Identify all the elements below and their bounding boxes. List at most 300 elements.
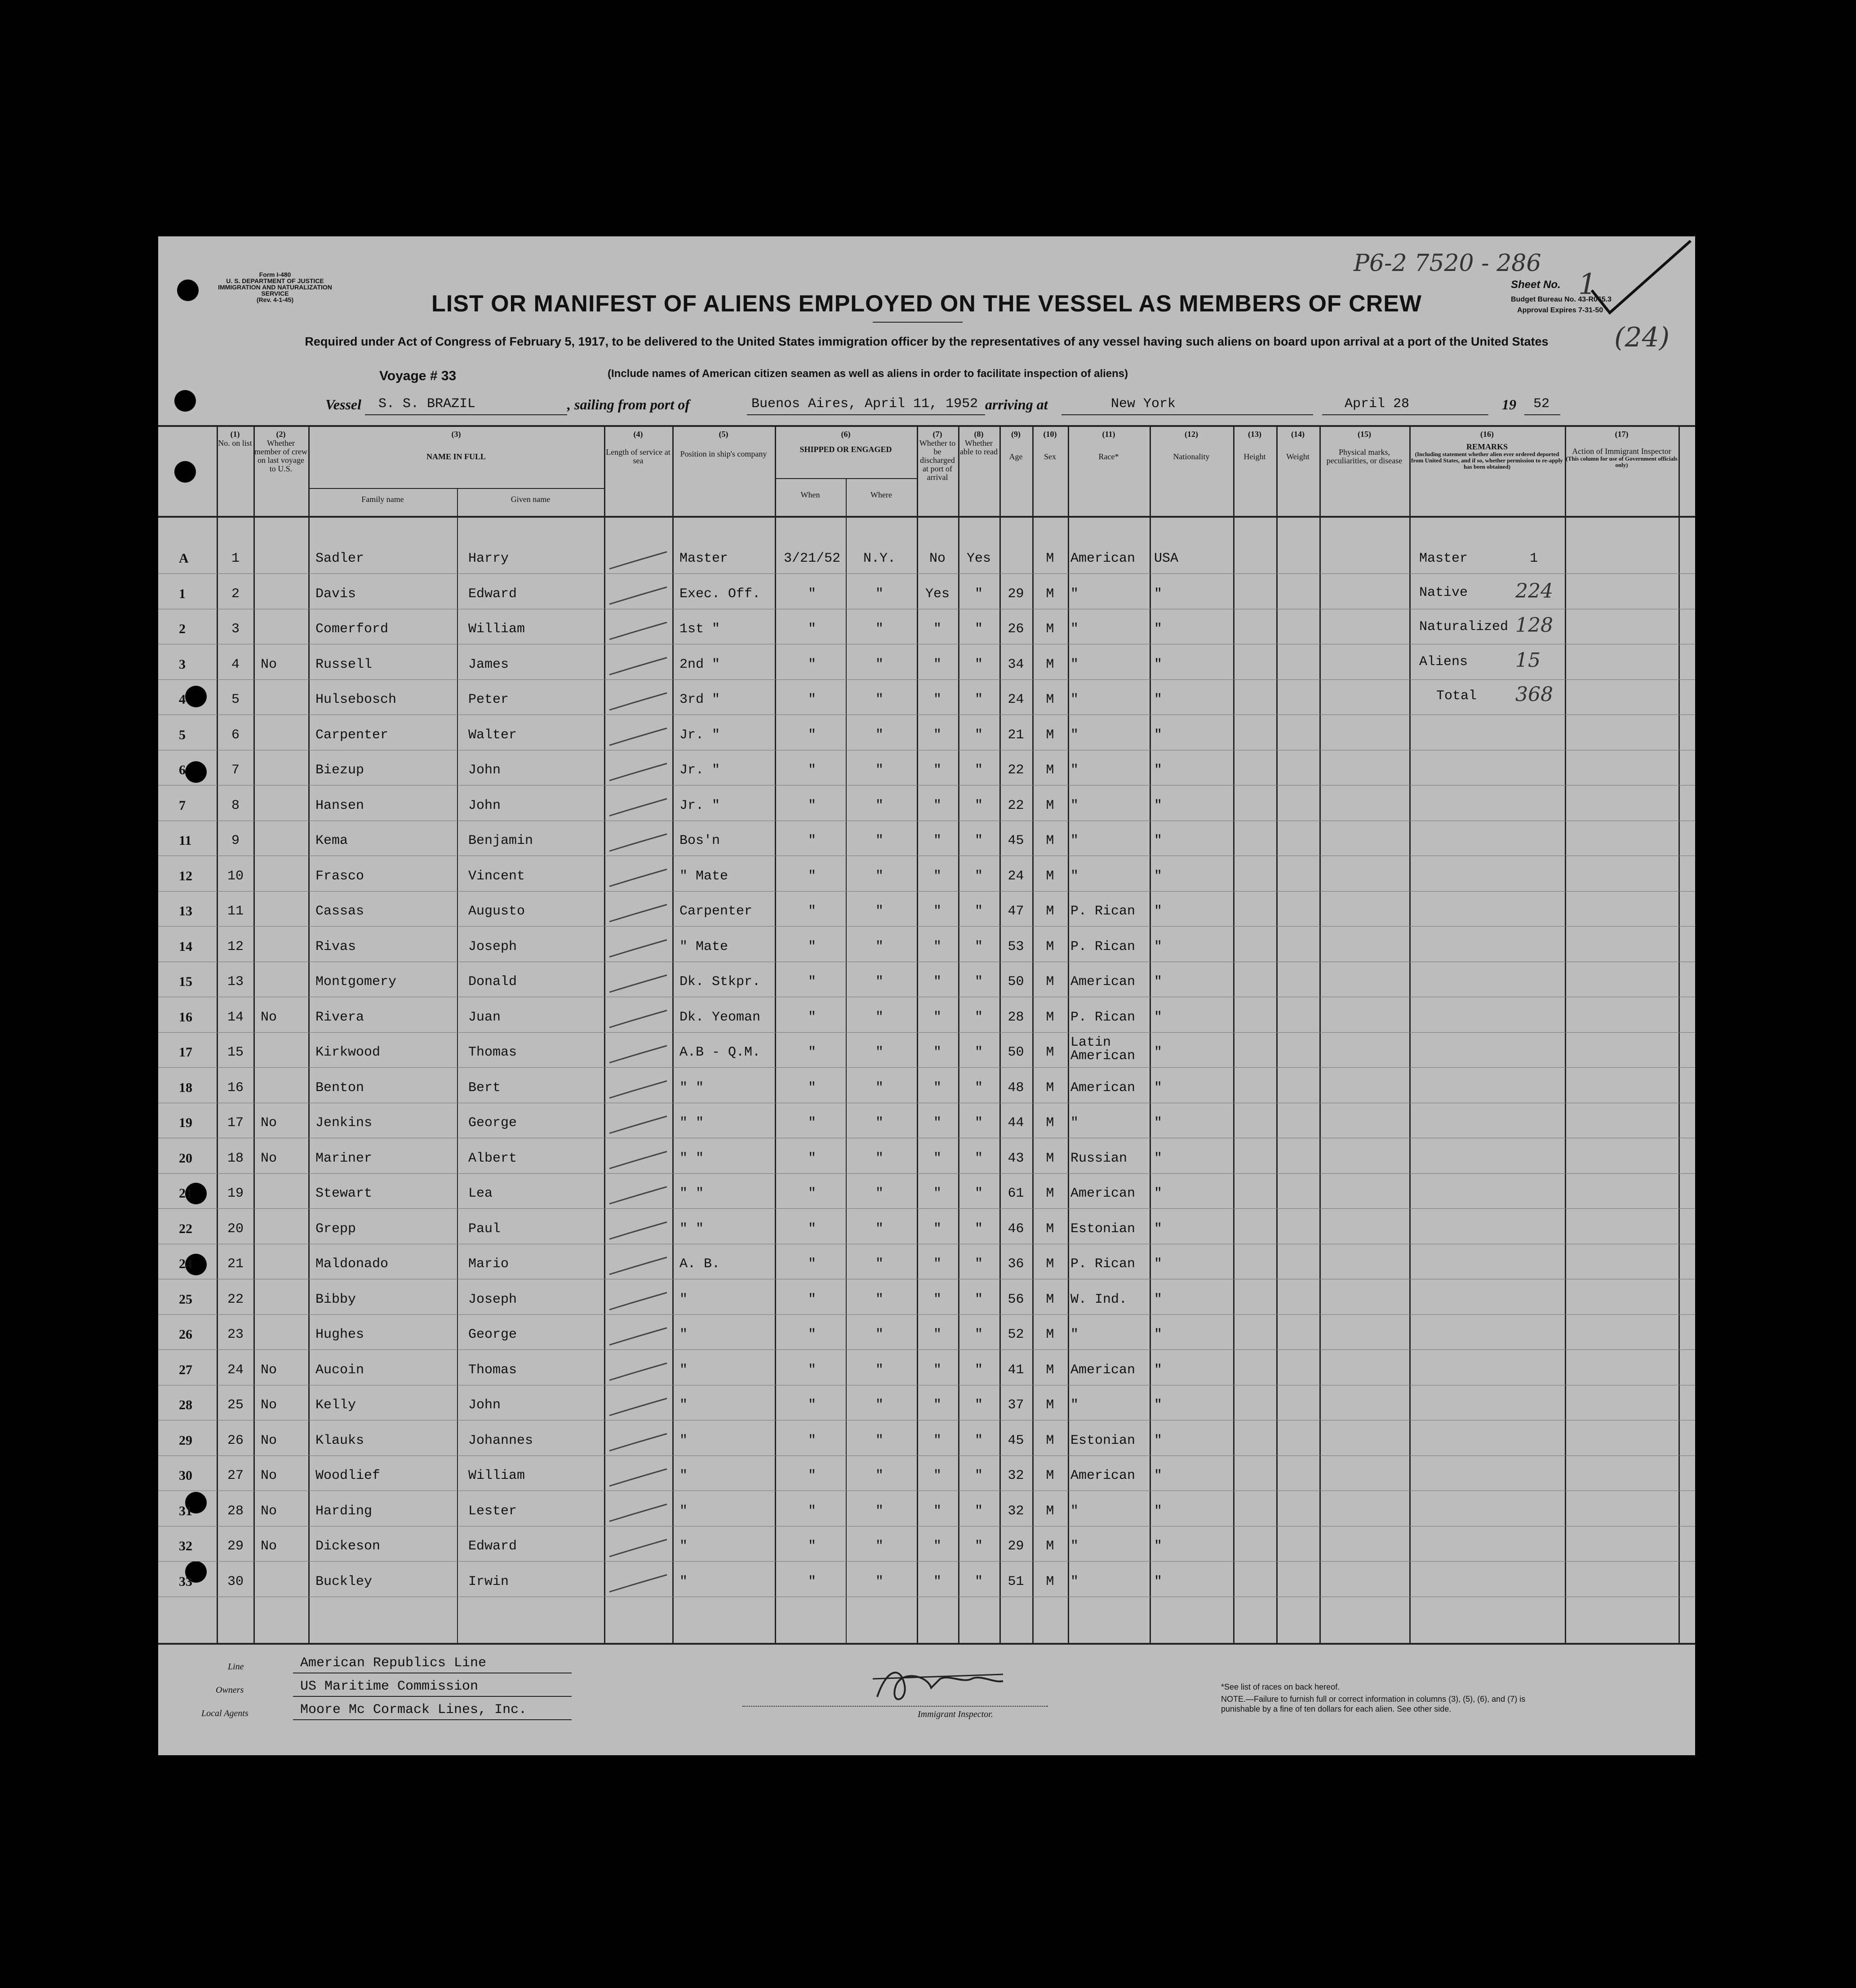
arriving-at: New York: [1111, 396, 1176, 412]
list-number: 1: [231, 551, 240, 566]
col-1-header: (1) No. on list: [218, 430, 252, 448]
shipped-where: ": [875, 1291, 884, 1307]
list-number: 21: [227, 1256, 244, 1272]
row-mark: 27: [179, 1362, 192, 1377]
position: Jr. ": [679, 727, 720, 743]
age: 32: [1008, 1468, 1024, 1483]
given-name: Bert: [468, 1080, 501, 1096]
owners-value: US Maritime Commission: [300, 1679, 479, 1694]
nationality: ": [1154, 1186, 1163, 1201]
sex: M: [1046, 904, 1054, 919]
race: ": [1070, 692, 1079, 707]
race: P. Rican: [1070, 1256, 1136, 1272]
race: ": [1070, 1539, 1079, 1554]
race: Russian: [1070, 1150, 1128, 1166]
year-prefix: 19: [1502, 396, 1516, 413]
discharged: ": [933, 1398, 941, 1413]
position: A.B - Q.M.: [679, 1045, 761, 1060]
sex: M: [1046, 1362, 1054, 1378]
race: P. Rican: [1070, 904, 1136, 919]
nationality: ": [1154, 1503, 1163, 1519]
family-name: Biezup: [315, 763, 364, 778]
race: Latin American: [1070, 1035, 1136, 1064]
list-number: 6: [231, 727, 240, 743]
sex: M: [1046, 939, 1054, 954]
line-value: American Republics Line: [300, 1655, 487, 1671]
age: 21: [1008, 727, 1024, 743]
able-to-read: ": [974, 1362, 983, 1378]
age: 22: [1008, 763, 1024, 778]
race: W. Ind.: [1070, 1291, 1128, 1307]
able-to-read: ": [974, 692, 983, 707]
age: 46: [1008, 1221, 1024, 1237]
service-stroke: [609, 1257, 667, 1274]
family-name: Buckley: [315, 1574, 373, 1589]
col-14-header: (14) Weight: [1286, 430, 1310, 461]
list-number: 23: [227, 1327, 244, 1342]
service-stroke: [609, 1328, 667, 1345]
family-name: Montgomery: [315, 974, 397, 990]
able-to-read: ": [974, 1574, 983, 1589]
shipped-when: ": [808, 868, 816, 884]
age: 61: [1008, 1186, 1024, 1201]
given-name: Edward: [468, 586, 517, 602]
row-mark: 21: [179, 1186, 192, 1201]
shipped-when: ": [808, 1362, 816, 1378]
nationality: ": [1154, 1398, 1163, 1413]
given-name: Thomas: [468, 1362, 517, 1378]
able-to-read: ": [974, 1186, 983, 1201]
row-mark: 30: [179, 1468, 192, 1483]
service-stroke: [609, 1504, 667, 1522]
shipped-when: ": [808, 586, 816, 602]
position: " ": [679, 1186, 704, 1201]
race: ": [1070, 1327, 1079, 1342]
family-name: Rivera: [315, 1009, 364, 1025]
able-to-read: ": [974, 1327, 983, 1342]
age: 47: [1008, 904, 1024, 919]
given-name-header: Given name: [511, 495, 551, 504]
nationality: ": [1154, 1291, 1163, 1307]
col-2-header: (2) Whether member of crew on last voyage to U.S.: [254, 430, 307, 473]
shipped-where: ": [875, 692, 884, 707]
race: American: [1070, 1468, 1136, 1483]
given-name: Joseph: [468, 939, 517, 954]
shipped-where: ": [875, 1503, 884, 1519]
sex: M: [1046, 1115, 1054, 1131]
remarks-summary-label: Total: [1436, 688, 1477, 704]
service-stroke: [609, 1081, 667, 1098]
row-mark: 33: [179, 1574, 192, 1589]
shipped-where: ": [875, 727, 884, 743]
position: " ": [679, 1080, 704, 1096]
list-number: 15: [227, 1045, 244, 1060]
race: ": [1070, 1503, 1079, 1519]
sheet-label: Sheet No.: [1511, 279, 1561, 291]
given-name: Paul: [468, 1221, 501, 1237]
family-name-header: Family name: [361, 495, 404, 504]
family-name: Carpenter: [315, 727, 389, 743]
able-to-read: ": [974, 798, 983, 813]
given-name: Benjamin: [468, 833, 533, 848]
age: 36: [1008, 1256, 1024, 1272]
row-mark: 11: [179, 833, 192, 848]
service-length-strokes: [604, 516, 672, 1643]
list-number: 19: [227, 1186, 244, 1201]
col-7-header: (7) Whether to be discharged at port of arrival: [919, 430, 956, 482]
shipped-when: ": [808, 727, 816, 743]
shipped-when: ": [808, 833, 816, 848]
shipped-where: ": [875, 1115, 884, 1131]
shipped-where: ": [875, 1398, 884, 1413]
col-17-header: (17) Action of Immigrant Inspector (This column for use of Government officials only): [1566, 430, 1678, 468]
arrival-date: April 28: [1345, 396, 1410, 412]
able-to-read: ": [974, 657, 983, 672]
last-voyage: No: [261, 1503, 277, 1519]
service-stroke: [609, 1434, 667, 1451]
age: 50: [1008, 974, 1024, 990]
shipped-where: ": [875, 1433, 884, 1448]
col-8-header: (8) Whether able to read: [960, 430, 998, 456]
shipped-when: ": [808, 1503, 816, 1519]
position: A. B.: [679, 1256, 720, 1272]
col-6-header: (6) SHIPPED OR ENGAGED: [799, 430, 892, 454]
age: 45: [1008, 833, 1024, 848]
age: 26: [1008, 621, 1024, 637]
list-number: 5: [231, 692, 240, 707]
position: ": [679, 1503, 688, 1519]
row-mark: 17: [179, 1045, 192, 1060]
family-name: Frasco: [315, 868, 364, 884]
age: 44: [1008, 1115, 1024, 1131]
nationality: ": [1154, 657, 1163, 672]
shipped-where: ": [875, 1009, 884, 1025]
sex: M: [1046, 1468, 1054, 1483]
family-name: Russell: [315, 657, 373, 672]
age: 43: [1008, 1150, 1024, 1166]
shipped-where: ": [875, 1186, 884, 1201]
form-title: LIST OR MANIFEST OF ALIENS EMPLOYED ON THE VESSEL AS MEMBERS OF CREW: [431, 291, 1422, 317]
family-name: Aucoin: [315, 1362, 364, 1378]
given-name: William: [468, 1468, 525, 1483]
discharged: ": [933, 657, 941, 672]
age: 24: [1008, 692, 1024, 707]
nationality: ": [1154, 1045, 1163, 1060]
family-name: Jenkins: [315, 1115, 373, 1131]
able-to-read: ": [974, 974, 983, 990]
shipped-when: ": [808, 1256, 816, 1272]
shipped-where: ": [875, 586, 884, 602]
shipped-where: ": [875, 939, 884, 954]
row-mark: 7: [179, 798, 186, 813]
able-to-read: ": [974, 904, 983, 919]
list-number: 4: [231, 657, 240, 672]
service-stroke: [609, 1363, 667, 1380]
shipped-when: ": [808, 1115, 816, 1131]
punch-hole: [185, 686, 207, 707]
shipped-where: ": [875, 1150, 884, 1166]
race: American: [1070, 974, 1136, 990]
sex: M: [1046, 551, 1054, 566]
able-to-read: ": [974, 1115, 983, 1131]
last-voyage: No: [261, 1433, 277, 1448]
sex: M: [1046, 1503, 1054, 1519]
shipped-when: ": [808, 1468, 816, 1483]
able-to-read: ": [974, 1468, 983, 1483]
service-stroke: [609, 1152, 667, 1169]
list-number: 26: [227, 1433, 244, 1448]
position: Jr. ": [679, 798, 720, 813]
service-stroke: [609, 940, 667, 957]
shipped-where: ": [875, 763, 884, 778]
list-number: 27: [227, 1468, 244, 1483]
position: Dk. Stkpr.: [679, 974, 761, 990]
discharged: ": [933, 1327, 941, 1342]
position: Exec. Off.: [679, 586, 761, 602]
sex: M: [1046, 798, 1054, 813]
penalty-note: NOTE.—Failure to furnish full or correct information in columns (3), (5), (6), and (7) is punishable by a fine of ten dollars for each alien. See other side.: [1221, 1695, 1526, 1713]
nationality: ": [1154, 1150, 1163, 1166]
family-name: Kirkwood: [315, 1045, 381, 1060]
family-name: Klauks: [315, 1433, 364, 1448]
race: ": [1070, 868, 1079, 884]
age: 48: [1008, 1080, 1024, 1096]
last-voyage: No: [261, 1150, 277, 1166]
sex: M: [1046, 1291, 1054, 1307]
col-9-header: (9) Age: [1009, 430, 1023, 461]
discharged: ": [933, 1539, 941, 1554]
nationality: ": [1154, 1009, 1163, 1025]
able-to-read: ": [974, 1291, 983, 1307]
given-name: Mario: [468, 1256, 509, 1272]
row-mark: 28: [179, 1398, 192, 1412]
shipped-where: ": [875, 833, 884, 848]
nationality: ": [1154, 621, 1163, 637]
sheet-number: 1: [1578, 268, 1597, 301]
discharged: ": [933, 1503, 941, 1519]
list-number: 13: [227, 974, 244, 990]
race: ": [1070, 586, 1079, 602]
given-name: Albert: [468, 1150, 517, 1166]
family-name: Stewart: [315, 1186, 373, 1201]
shipped-when: ": [808, 692, 816, 707]
shipped-when: ": [808, 1398, 816, 1413]
sex: M: [1046, 833, 1054, 848]
position: " ": [679, 1150, 704, 1166]
sex: M: [1046, 1150, 1054, 1166]
row-mark: 14: [179, 939, 192, 954]
punch-hole: [174, 461, 196, 483]
race: ": [1070, 727, 1079, 743]
list-number: 16: [227, 1080, 244, 1096]
remarks-summary-value: 1: [1530, 551, 1538, 566]
row-mark: 20: [179, 1150, 192, 1166]
service-stroke: [609, 1540, 667, 1557]
age: 45: [1008, 1433, 1024, 1448]
nationality: ": [1154, 586, 1163, 602]
nationality: ": [1154, 1256, 1163, 1272]
discharged: ": [933, 1256, 941, 1272]
able-to-read: ": [974, 1256, 983, 1272]
voyage-number: Voyage # 33: [379, 368, 457, 383]
sex: M: [1046, 1433, 1054, 1448]
last-voyage: No: [261, 1115, 277, 1131]
given-name: Donald: [468, 974, 517, 990]
discharged: ": [933, 904, 941, 919]
service-stroke: [609, 552, 667, 569]
col-5-header: (5) Position in ship's company: [680, 430, 767, 458]
sex: M: [1046, 974, 1054, 990]
position: Bos'n: [679, 833, 720, 848]
family-name: Benton: [315, 1080, 364, 1096]
row-mark: 19: [179, 1115, 192, 1130]
given-name: Lea: [468, 1186, 493, 1201]
position: " Mate: [679, 939, 728, 954]
include-note: (Include names of American citizen seamen as well as aliens in order to facilitate inspection of aliens): [608, 368, 1128, 380]
service-stroke: [609, 1116, 667, 1133]
row-mark: 6: [179, 763, 186, 777]
nationality: ": [1154, 1327, 1163, 1342]
discharged: ": [933, 1115, 941, 1131]
able-to-read: ": [974, 586, 983, 602]
given-name: John: [468, 798, 501, 813]
nationality: ": [1154, 1433, 1163, 1448]
discharged: ": [933, 1186, 941, 1201]
shipped-where: ": [875, 1327, 884, 1342]
shipped-where: ": [875, 974, 884, 990]
shipped-when: ": [808, 1221, 816, 1237]
shipped-where: ": [875, 1045, 884, 1060]
row-mark: 4: [179, 692, 186, 707]
service-stroke: [609, 587, 667, 604]
required-text: Required under Act of Congress of February 5, 1917, to be delivered to the United States immigration officer by the representatives of any vessel having such aliens on board upon arrival at a port of the United States: [305, 335, 1549, 348]
owners-label: Owners: [216, 1685, 244, 1695]
shipped-where: ": [875, 868, 884, 884]
nationality: ": [1154, 727, 1163, 743]
family-name: Grepp: [315, 1221, 356, 1237]
age: 56: [1008, 1291, 1024, 1307]
shipped-where: ": [875, 621, 884, 637]
remarks-summary-value: 128: [1515, 614, 1553, 637]
list-number: 25: [227, 1398, 244, 1413]
given-name: William: [468, 621, 525, 637]
col-16-header: (16) REMARKS (Including statement whether alien ever ordered deported from United States, and if so, whether permission to re-apply has been obtained): [1411, 430, 1563, 470]
able-to-read: ": [974, 727, 983, 743]
position: ": [679, 1468, 688, 1483]
last-voyage: No: [261, 1398, 277, 1413]
where-header: Where: [870, 490, 892, 499]
able-to-read: Yes: [966, 551, 991, 566]
race: American: [1070, 1080, 1136, 1096]
family-name: Davis: [315, 586, 356, 602]
col-4-header: (4) Length of service at sea: [606, 430, 670, 465]
last-voyage: No: [261, 1362, 277, 1378]
nationality: ": [1154, 1115, 1163, 1131]
shipped-when: ": [808, 1150, 816, 1166]
form-tag: Form I-480 U. S. DEPARTMENT OF JUSTICE IMMIGRATION AND NATURALIZATION SERVICE (Rev. 4-1-45): [218, 271, 332, 303]
list-number: 17: [227, 1115, 244, 1131]
list-number: 30: [227, 1574, 244, 1589]
col-3-header: (3) NAME IN FULL: [426, 430, 486, 461]
discharged: ": [933, 763, 941, 778]
shipped-when: ": [808, 904, 816, 919]
position: ": [679, 1327, 688, 1342]
position: 1st ": [679, 621, 720, 637]
discharged: ": [933, 974, 941, 990]
sex: M: [1046, 1539, 1054, 1554]
age: 50: [1008, 1045, 1024, 1060]
family-name: Kema: [315, 833, 348, 848]
able-to-read: ": [974, 1009, 983, 1025]
race: ": [1070, 798, 1079, 813]
remarks-summary-label: Naturalized: [1419, 619, 1509, 635]
family-name: Mariner: [315, 1150, 373, 1166]
given-name: Juan: [468, 1009, 501, 1025]
shipped-when: ": [808, 1433, 816, 1448]
position: Jr. ": [679, 763, 720, 778]
discharged: No: [929, 551, 946, 566]
given-name: Irwin: [468, 1574, 509, 1589]
position: " ": [679, 1115, 704, 1131]
shipped-when: ": [808, 974, 816, 990]
last-voyage: No: [261, 657, 277, 672]
shipped-where: ": [875, 1221, 884, 1237]
discharged: ": [933, 1433, 941, 1448]
sex: M: [1046, 621, 1054, 637]
handwritten-reference: P6-2 7520 - 286: [1354, 250, 1541, 277]
col-12-header: (12) Nationality: [1173, 430, 1210, 461]
race: ": [1070, 1115, 1079, 1131]
discharged: ": [933, 1291, 941, 1307]
given-name: Johannes: [468, 1433, 533, 1448]
age: 34: [1008, 657, 1024, 672]
row-mark: 32: [179, 1539, 192, 1553]
age: 53: [1008, 939, 1024, 954]
service-stroke: [609, 975, 667, 992]
list-number: 9: [231, 833, 240, 848]
arriving-label: arriving at: [985, 396, 1048, 413]
shipped-when: ": [808, 1291, 816, 1307]
able-to-read: ": [974, 1080, 983, 1096]
family-name: Comerford: [315, 621, 389, 637]
age: 22: [1008, 798, 1024, 813]
family-name: Sadler: [315, 551, 364, 566]
race: P. Rican: [1070, 1009, 1136, 1025]
able-to-read: ": [974, 1433, 983, 1448]
given-name: Edward: [468, 1539, 517, 1554]
service-stroke: [609, 1469, 667, 1486]
sex: M: [1046, 1186, 1054, 1201]
list-number: 11: [227, 904, 244, 919]
able-to-read: ": [974, 1150, 983, 1166]
service-stroke: [609, 799, 667, 816]
position: ": [679, 1398, 688, 1413]
service-stroke: [609, 1187, 667, 1204]
age: 24: [1008, 868, 1024, 884]
col-11-header: (11) Race*: [1098, 430, 1119, 461]
race: P. Rican: [1070, 939, 1136, 954]
race: American: [1070, 551, 1136, 566]
remarks-summary-value: 224: [1515, 580, 1553, 603]
service-stroke: [609, 728, 667, 746]
row-mark: 2: [179, 621, 186, 636]
remarks-summary-label: Aliens: [1419, 654, 1468, 670]
list-number: 29: [227, 1539, 244, 1554]
row-mark: 16: [179, 1009, 192, 1025]
row-mark: 31: [179, 1503, 192, 1518]
sex: M: [1046, 868, 1054, 884]
line-label: Line: [228, 1662, 244, 1672]
